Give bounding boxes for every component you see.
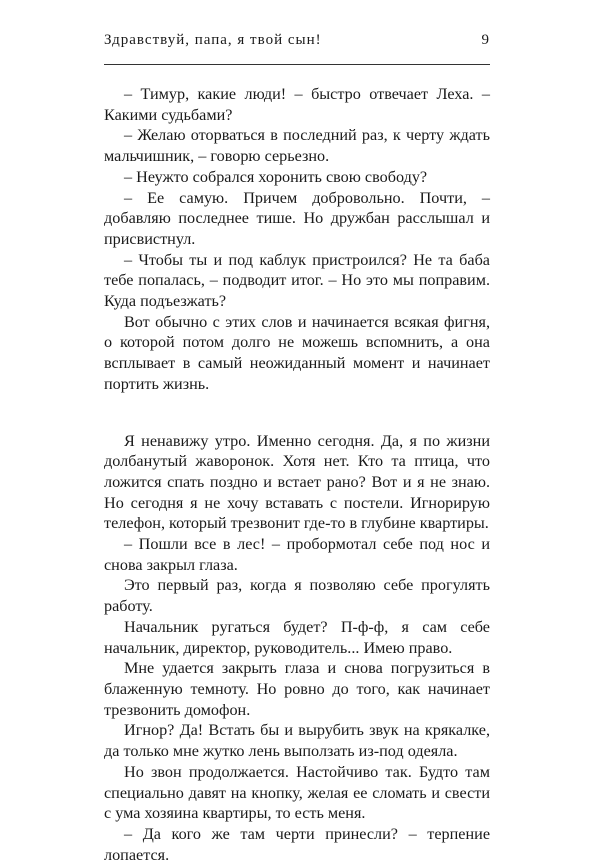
paragraph: – Да кого же там черти принесли? – терпение лопается.	[104, 824, 490, 864]
paragraph: – Неужто собрался хоронить свою свободу?	[124, 167, 428, 186]
paragraph: Начальник ругаться будет? П-ф-ф, я сам себе начальник, директор, руководитель... Имею право.	[104, 617, 490, 657]
section-break	[104, 395, 490, 431]
paragraph: – Тимур, какие люди! – быстро отвечает Леха. – Какими судьбами?	[104, 85, 490, 124]
paragraph: – Чтобы ты и под каблук пристроился? Не та баба тебе попалась, – подводит итог. – Но это мы поправим. Куда подъезжать?	[104, 250, 490, 311]
paragraph: Мне удается закрыть глаза и снова погрузиться в блаженную темноту. Но ровно до того, как начинает трезвонить домофон.	[104, 659, 490, 719]
paragraph: – Ее самую. Причем добровольно. Почти, – добавляю последнее тише. Но дружбан расслышал и присвистнул.	[104, 188, 490, 248]
paragraph: Я ненавижу утро. Именно сегодня. Да, я по жизни долбанутый жаворонок. Хотя нет. Кто та птица, что ложится спать поздно и встает рано? Вот и я не знаю. Но сегодня я не хочу вставать с постели. Игнорирую телефон, который трезвонит где-то в глубине квартиры.	[104, 431, 490, 533]
running-title: Здравствуй, папа, я твой сын!	[104, 32, 322, 48]
body-text	[104, 84, 490, 865]
paragraph: – Пошли все в лес! – пробормотал себе под нос и снова закрыл глаза.	[104, 535, 490, 574]
paragraph: Это первый раз, когда я позволяю себе прогулять работу.	[104, 576, 490, 616]
paragraph: Игнор? Да! Встать бы и вырубить звук на крякалке, да только мне жутко лень выползать из-под одеяла.	[104, 721, 490, 761]
paragraph: Но звон продолжается. Настойчиво так. Будто там специально давят на кнопку, желая ее сломать и свести с ума хозяина квартиры, то есть меня.	[104, 762, 490, 823]
page-number: 9	[481, 32, 490, 48]
header-rule	[104, 64, 490, 65]
paragraph: Вот обычно с этих слов и начинается всякая фигня, о которой потом долго не можешь вспомнить, а она всплывает в самый неожиданный момент и начинает портить жизнь.	[104, 312, 490, 393]
paragraph: – Желаю оторваться в последний раз, к черту ждать мальчишник, – говорю серьезно.	[104, 126, 490, 166]
